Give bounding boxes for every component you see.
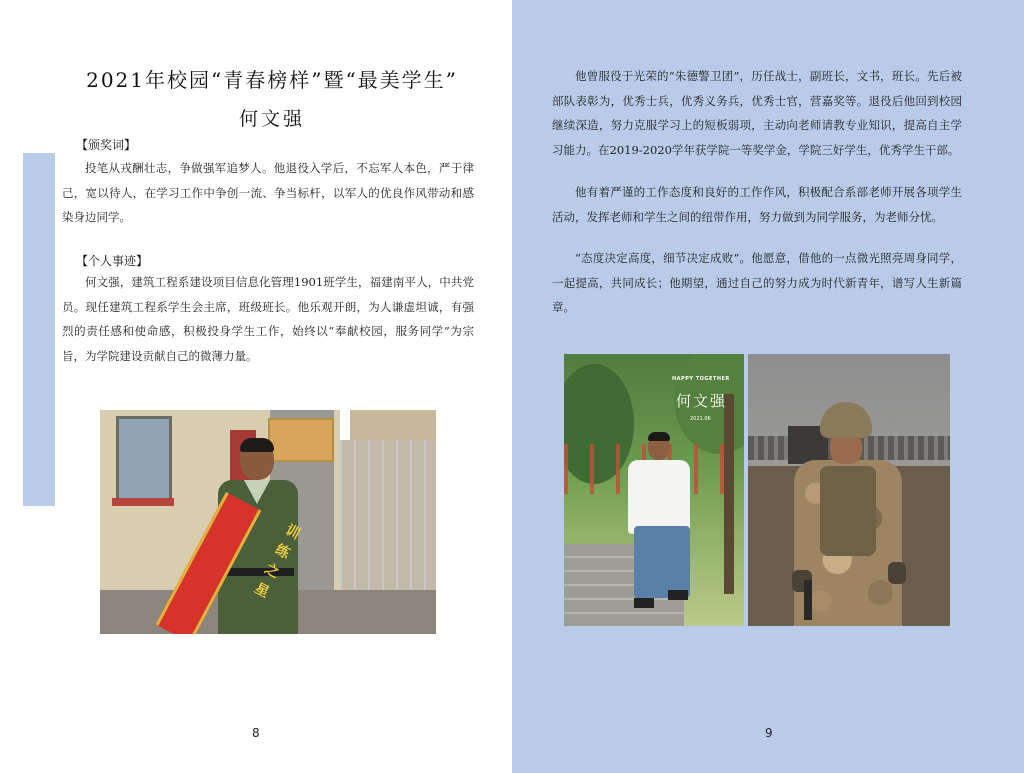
photo-caption-tag: HAPPY TOGETHER [672, 376, 730, 382]
work-attitude-paragraph: 他有着严谨的工作态度和良好的工作作风，积极配合系部老师开展各项学生活动，发挥老师和学生之间的纽带作用，努力做到为同学服务，为老师分忧。 [552, 185, 962, 224]
award-paragraph: 投笔从戎酬壮志，争做强军追梦人。他退役入学后，不忘军人本色，严于律己，宽以待人，在学习工作中争创一流、争当标杆，以军人的优良作风带动和感染身边同学。 [62, 161, 474, 224]
student-name: 何文强 [238, 108, 305, 130]
deeds-paragraph: 何文强，建筑工程系建设项目信息化管理1901班学生，福建南平人，中共党员。现任建筑工程系学生会主席，班级班长。他乐观开朗，为人谦虚坦诚，有强烈的责任感和使命感，积极投身学生工作，始终以“奉献校园，服务同学”为宗旨，为学院建设贡献自己的微薄力量。 [62, 275, 474, 363]
page-number-left: 8 [252, 726, 260, 740]
award-section-label: 【颁奖词】 [76, 138, 137, 152]
page-title: 2021年校园“青春榜样”暨“最美学生” [86, 68, 458, 92]
motto-paragraph: “态度决定高度，细节决定成败”。他愿意，借他的一点微光照亮周身同学，一起提高，共同成长；他期望，通过自己的努力成为时代新青年，谱写人生新篇章。 [552, 251, 962, 314]
service-paragraph: 他曾服役于光荣的“朱德警卫团”，历任战士，副班长，文书，班长。先后被部队表彰为，优秀士兵，优秀义务兵，优秀士官，营嘉奖等。退役后他回到校园继续深造，努力克服学习上的短板弱项，主动向老师请教专业知识，提高自主学习能力。在2019-2020学年获学院一等奖学金，学院三好学生，优秀学生干部。 [552, 69, 962, 157]
photo-caption-name: 何文强 [676, 392, 728, 410]
photo-soldier-sash [100, 410, 436, 634]
photo-graduation [564, 354, 744, 626]
left-accent-bar [23, 153, 55, 506]
photo-caption-date: 2021.06 [690, 416, 711, 422]
sash-text: 训练之星 [251, 522, 303, 602]
deeds-section-label: 【个人事迹】 [76, 254, 149, 268]
photo-camo-soldier [748, 354, 950, 626]
page-number-right: 9 [765, 726, 773, 740]
